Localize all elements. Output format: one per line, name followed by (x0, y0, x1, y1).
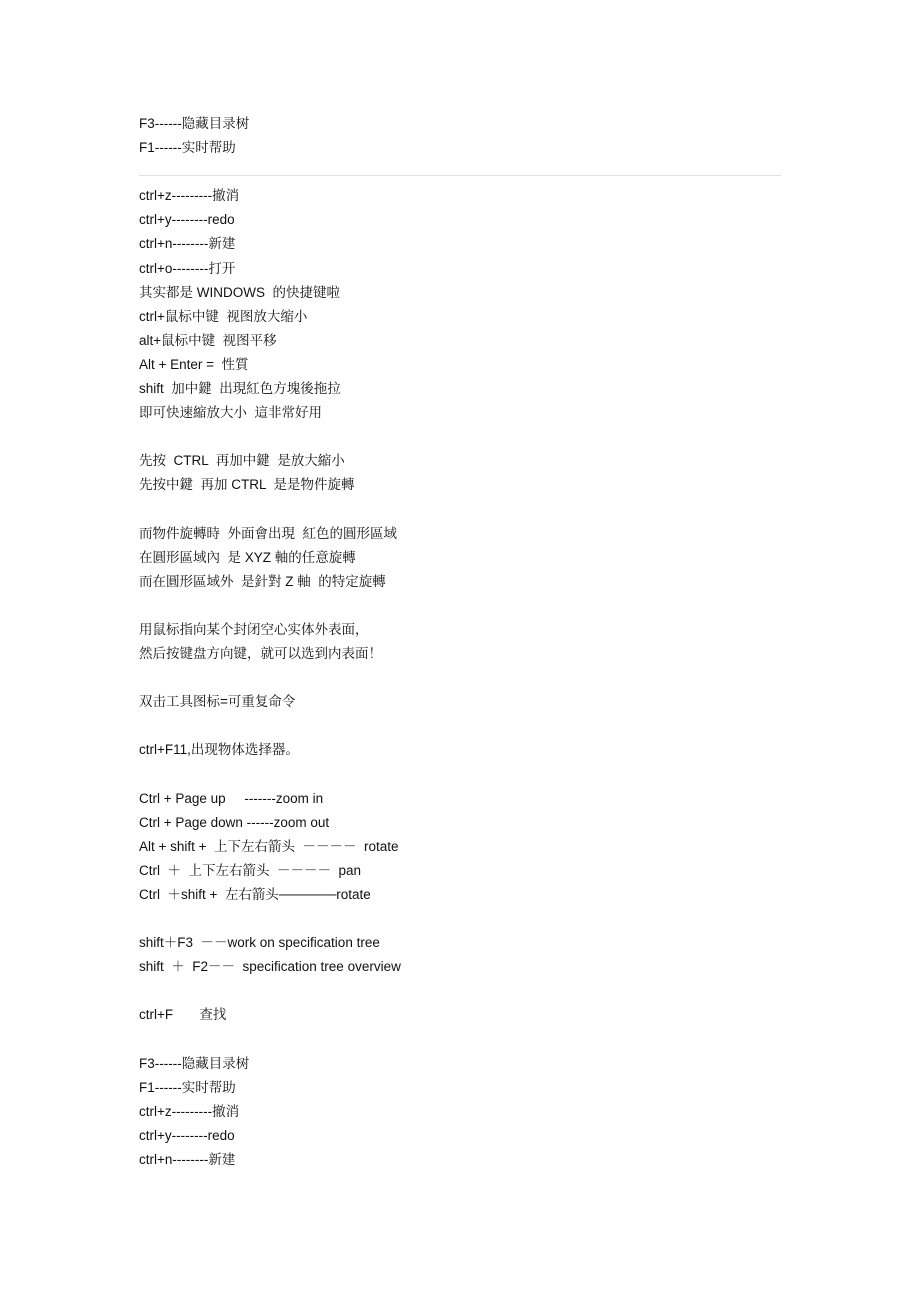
text-line: alt+鼠标中键 视图平移 (139, 332, 277, 348)
text-line: Ctrl + Page down ------zoom out (139, 814, 330, 830)
text-line: Ctrl ＋ 上下左右箭头 －－－－ pan (139, 862, 362, 878)
text-line: ctrl+F11,出现物体选择器。 (139, 742, 299, 758)
text-line: 在圓形區域內 是 XYZ 軸的任意旋轉 (139, 549, 356, 565)
text-line: 即可快速縮放大小 這非常好用 (139, 405, 323, 421)
blank-line (139, 979, 781, 1003)
text-line: 双击工具图标=可重复命令 (139, 694, 296, 710)
blank-line (139, 714, 781, 738)
document-body (139, 112, 781, 1172)
text-line: ctrl+n--------新建 (139, 1152, 236, 1168)
blank-line (139, 425, 781, 449)
blank-line (139, 907, 781, 931)
text-line: Alt + Enter = 性質 (139, 356, 249, 372)
text-line: F3------隐藏目录树 (139, 1055, 250, 1071)
blank-line (139, 666, 781, 690)
text-line: shift＋F3 －－work on specification tree (139, 935, 380, 951)
divider (139, 160, 781, 184)
text-line: 而物件旋轉時 外面會出現 紅色的圓形區域 (139, 525, 398, 541)
blank-line (139, 1028, 781, 1052)
text-line: ctrl+y--------redo (139, 1127, 235, 1143)
text-line: ctrl+o--------打开 (139, 260, 236, 276)
text-line: F1------实时帮助 (139, 1079, 236, 1095)
text-line: ctrl+z---------撤消 (139, 188, 240, 204)
text-line: 而在圓形區域外 是針對 Z 軸 的特定旋轉 (139, 573, 386, 589)
blank-line (139, 498, 781, 522)
text-line: ctrl+鼠标中键 视图放大缩小 (139, 308, 308, 324)
text-line: ctrl+y--------redo (139, 212, 235, 228)
text-line: 其实都是 WINDOWS 的快捷键啦 (139, 284, 340, 300)
text-line: shift 加中鍵 出現紅色方塊後拖拉 (139, 381, 341, 397)
text-line: Ctrl ＋shift + 左右箭头──────rotate (139, 887, 371, 902)
text-line: ctrl+n--------新建 (139, 236, 236, 252)
blank-line (139, 594, 781, 618)
text-line: Ctrl + Page up -------zoom in (139, 790, 324, 806)
text-line: 先按 CTRL 再加中鍵 是放大縮小 (139, 453, 345, 469)
text-line: shift ＋ F2－－ specification tree overview (139, 959, 401, 975)
text-line: F3------隐藏目录树 (139, 116, 250, 131)
text-line: ctrl+z---------撤消 (139, 1103, 240, 1119)
text-line: 然后按键盘方向键，就可以选到内表面！ (139, 646, 382, 662)
text-line: F1------实时帮助 (139, 140, 236, 156)
text-line: 先按中鍵 再加 CTRL 是是物件旋轉 (139, 477, 355, 493)
text-line: ctrl+F 查找 (139, 1007, 227, 1023)
text-line: 用鼠标指向某个封闭空心实体外表面， (139, 621, 369, 637)
blank-line (139, 763, 781, 787)
text-line: Alt + shift + 上下左右箭头 －－－－ rotate (139, 838, 399, 854)
